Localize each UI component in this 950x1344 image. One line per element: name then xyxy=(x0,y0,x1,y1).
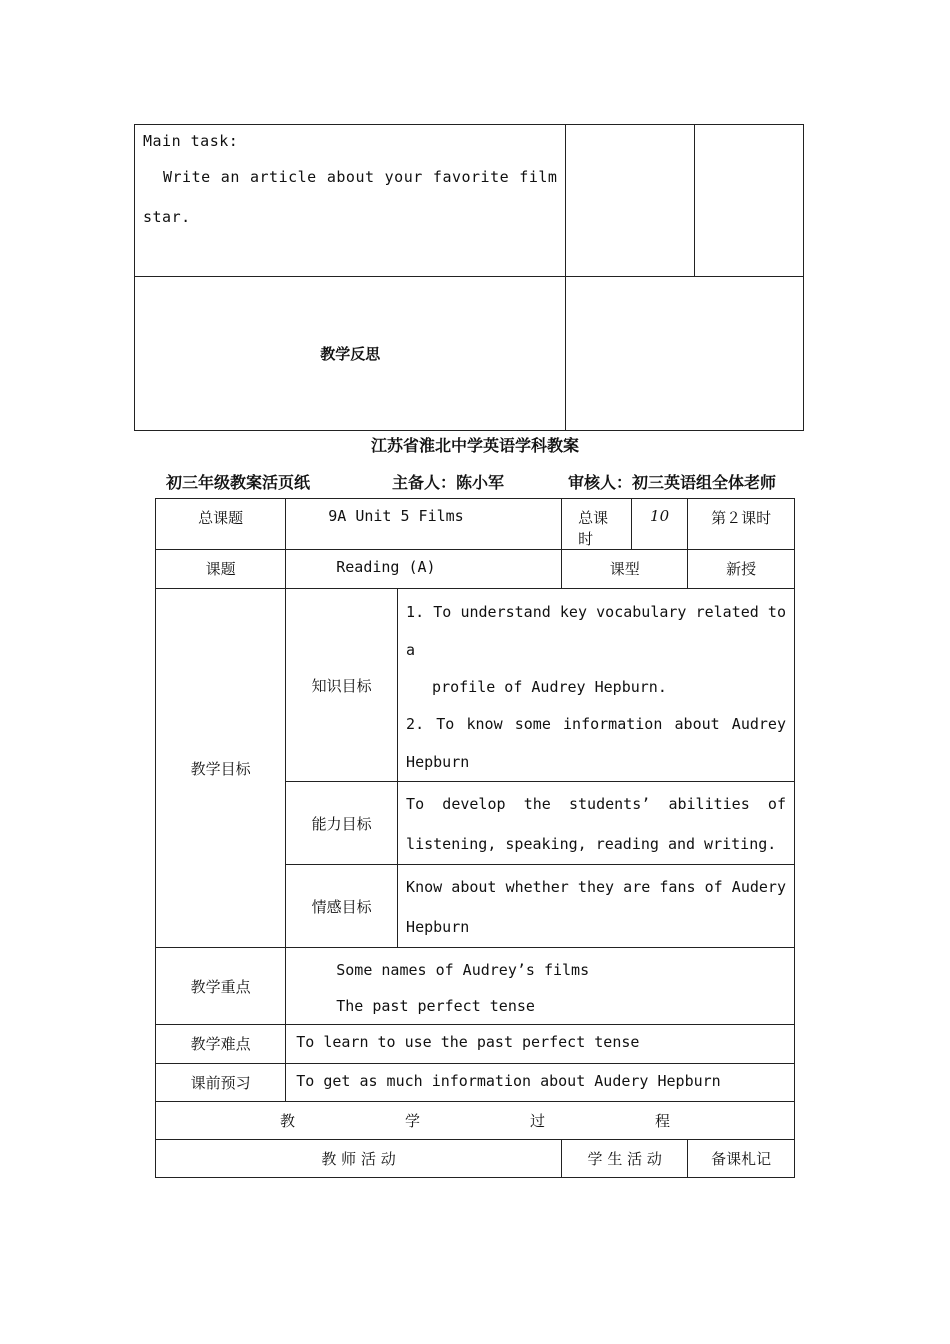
ability-label: 能力目标 xyxy=(286,782,398,865)
knowledge-goal-2-cont: Hepburn xyxy=(406,753,470,771)
key-points-label: 教学重点 xyxy=(156,948,286,1025)
main-task-text: Write an article about your favorite film xyxy=(163,168,558,186)
preview-label: 课前预习 xyxy=(156,1064,286,1102)
knowledge-goal-1: 1. To understand key vocabulary related to a xyxy=(406,603,786,659)
lesson-label: 课题 xyxy=(156,550,286,589)
empty-cell xyxy=(695,125,804,277)
emotion-goal xyxy=(398,865,795,948)
key-point-1: Some names of Audrey’s films xyxy=(336,961,590,979)
main-task-cell xyxy=(135,125,566,277)
topic-label: 总课题 xyxy=(156,499,286,550)
knowledge-goal-1-cont: profile of Audrey Hepburn. xyxy=(432,678,667,696)
lesson-value: Reading (A) xyxy=(286,550,562,589)
ability-goal xyxy=(398,782,795,865)
lesson-plan-table xyxy=(155,498,795,1178)
topic-value: 9A Unit 5 Films xyxy=(286,499,562,550)
preparer: 主备人：陈小军 xyxy=(392,473,505,492)
difficulty-value: To learn to use the past perfect tense xyxy=(286,1025,795,1064)
difficulty-label: 教学难点 xyxy=(156,1025,286,1064)
period: 第２课时 xyxy=(688,499,795,550)
main-task-table xyxy=(134,124,804,431)
process-char: 程 xyxy=(655,1112,671,1130)
emotion-goal-line1: Know about whether they are fans of Audery xyxy=(406,878,786,896)
student-activity-header: 学 生 活 动 xyxy=(562,1140,688,1178)
knowledge-label: 知识目标 xyxy=(286,589,398,782)
key-points xyxy=(286,948,795,1025)
empty-cell xyxy=(566,125,695,277)
type-value: 新授 xyxy=(688,550,795,589)
page-title: 江苏省淮北中学英语学科教案 xyxy=(370,436,579,455)
main-task-text-cont: star. xyxy=(143,208,191,226)
notes-header: 备课札记 xyxy=(688,1140,795,1178)
process-char: 过 xyxy=(530,1112,546,1130)
reflection-label: 教学反思 xyxy=(135,277,566,431)
teacher-activity-header: 教 师 活 动 xyxy=(156,1140,562,1178)
emotion-goal-line2: Hepburn xyxy=(406,918,470,936)
total-hours-value: 10 xyxy=(631,499,687,550)
preview-value: To get as much information about Audery Hepburn xyxy=(286,1064,795,1102)
main-task-label: Main task: xyxy=(143,132,239,150)
knowledge-goal-2: 2. To know some information about Audrey xyxy=(406,715,786,733)
grade-paper: 初三年级教案活页纸 xyxy=(166,473,311,492)
teaching-process-header xyxy=(156,1102,795,1140)
key-point-2: The past perfect tense xyxy=(336,997,535,1015)
process-char: 学 xyxy=(405,1112,421,1130)
process-char: 教 xyxy=(280,1112,296,1130)
ability-goal-line2: listening, speaking, reading and writing. xyxy=(406,835,777,853)
ability-goal-line1: To develop the students’ abilities of xyxy=(406,795,786,813)
total-hours-label: 总课时 xyxy=(562,499,632,550)
knowledge-goals xyxy=(398,589,795,782)
reflection-content xyxy=(566,277,804,431)
type-label: 课型 xyxy=(562,550,688,589)
emotion-label: 情感目标 xyxy=(286,865,398,948)
reviewer: 审核人：初三英语组全体老师 xyxy=(568,473,777,492)
goals-label: 教学目标 xyxy=(156,589,286,948)
